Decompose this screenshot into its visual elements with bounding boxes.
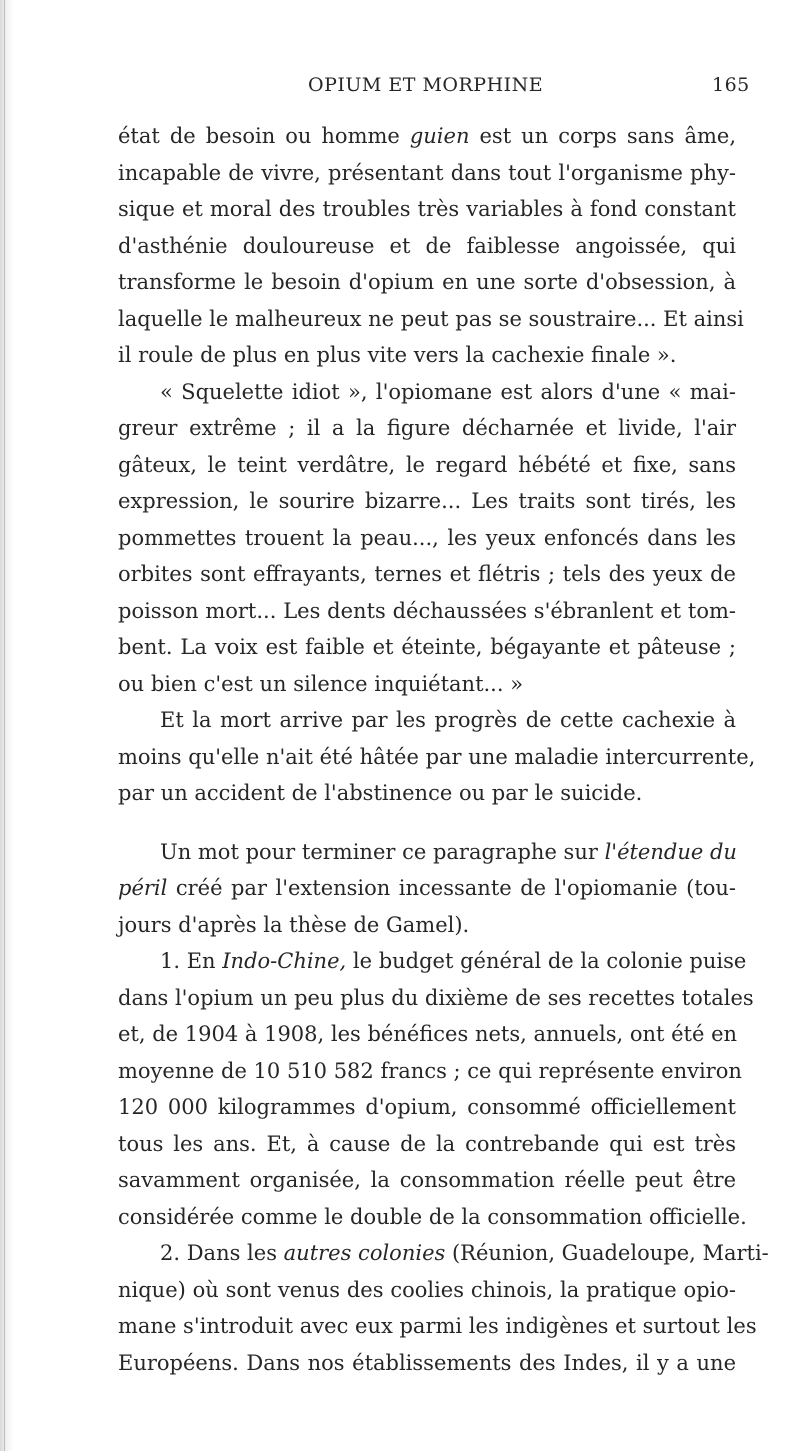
- text-run: « Squelette idiot », l'opiomane est alors d'une « mai-: [160, 379, 736, 404]
- text-run: ou bien c'est un silence inquiétant... »: [118, 671, 524, 696]
- text-run: créé par l'extension incessante de l'opiomanie (tou-: [167, 876, 736, 900]
- paragraph: [118, 374, 736, 703]
- page-gutter-edge: [4, 0, 5, 1451]
- text-run: Européens. Dans nos établissements des Indes, il y a une: [118, 1350, 736, 1375]
- section-gap: [118, 812, 736, 834]
- text-line: [118, 337, 736, 374]
- text-line: [118, 155, 736, 192]
- text-run: Et la mort arrive par les progrès de cette cachexie à: [160, 708, 736, 732]
- text-run: nique) où sont venus des coolies chinois, la pratique opio-: [118, 1277, 736, 1302]
- text-line: [118, 1053, 742, 1090]
- text-run: transforme le besoin d'opium en une sorte d'obsession, à: [118, 270, 736, 294]
- text-run: expression, le sourire bizarre... Les traits sont tirés, les: [118, 489, 736, 513]
- text-run: est un corps sans âme,: [469, 124, 736, 148]
- page-number: 165: [712, 74, 750, 96]
- text-run: (Réunion, Guadeloupe, Marti-: [445, 1241, 769, 1265]
- text-line: [118, 1016, 736, 1053]
- paragraph: [118, 943, 754, 1235]
- text-run: mane s'introduit avec eux parmi les indigènes et surtout les: [118, 1314, 757, 1338]
- italic-run: l'étendue du: [604, 839, 737, 864]
- text-line: [118, 447, 736, 484]
- paragraph: [118, 1235, 769, 1381]
- text-line: [118, 943, 747, 980]
- paragraph: [118, 834, 736, 944]
- text-run: poisson mort... Les dents déchaussées s'ébranlent et tom-: [118, 598, 736, 623]
- text-run: laquelle le malheureux ne peut pas se soustraire... Et ainsi: [118, 306, 744, 331]
- text-line: [118, 410, 736, 447]
- text-line: [118, 301, 744, 338]
- text-line: [118, 1235, 769, 1272]
- text-line: [118, 118, 736, 155]
- text-line: [118, 1126, 736, 1163]
- running-title: OPIUM ET MORPHINE: [308, 74, 544, 96]
- text-run: moyenne de 10 510 582 francs ; ce qui représente environ: [118, 1058, 742, 1083]
- text-line: [118, 520, 736, 557]
- text-line: [118, 980, 754, 1017]
- text-run: jours d'après la thèse de Gamel).: [118, 912, 470, 937]
- text-run: pommettes trouent la peau..., les yeux enfoncés dans les: [118, 525, 736, 550]
- text-line: [118, 834, 736, 871]
- text-run: d'asthénie douloureuse et de faiblesse angoissée, qui: [118, 233, 736, 258]
- italic-run: Indo-Chine,: [222, 949, 347, 973]
- text-line: [118, 374, 736, 411]
- text-line: [118, 1089, 736, 1126]
- text-line: [118, 666, 736, 703]
- text-run: tous les ans. Et, à cause de la contrebande qui est très: [118, 1131, 736, 1156]
- text-run: bent. La voix est faible et éteinte, bégayante et pâteuse ;: [118, 635, 736, 659]
- text-line: [118, 1308, 757, 1345]
- body-text: [118, 118, 769, 1381]
- text-line: [118, 1345, 736, 1382]
- text-run: Un mot pour terminer ce paragraphe sur: [160, 839, 605, 864]
- text-run: 2. Dans les: [160, 1241, 284, 1265]
- text-run: dans l'opium un peu plus du dixième de ses recettes totales: [118, 985, 754, 1010]
- text-run: il roule de plus en plus vite vers la cachexie finale ».: [118, 343, 677, 367]
- text-line: [118, 228, 736, 265]
- text-run: considérée comme le double de la consommation officielle.: [118, 1204, 747, 1229]
- text-line: [118, 1199, 747, 1236]
- text-run: moins qu'elle n'ait été hâtée par une maladie intercurrente,: [118, 744, 756, 769]
- text-run: greur extrême ; il a la figure décharnée et livide, l'air: [118, 416, 736, 440]
- text-line: [118, 593, 736, 630]
- text-line: [118, 483, 736, 520]
- text-line: [118, 264, 736, 301]
- text-run: 120 000 kilogrammes d'opium, consommé officiellement: [118, 1095, 736, 1119]
- italic-run: autres colonies: [283, 1241, 446, 1265]
- italic-run: péril: [118, 876, 168, 900]
- text-run: gâteux, le teint verdâtre, le regard hébété et fixe, sans: [118, 452, 736, 477]
- text-run: 1. En: [160, 949, 223, 973]
- text-line: [118, 702, 736, 739]
- text-run: savamment organisée, la consommation réelle peut être: [118, 1168, 736, 1192]
- text-run: état de besoin ou homme: [118, 124, 410, 148]
- text-line: [118, 907, 736, 944]
- text-run: par un accident de l'abstinence ou par le suicide.: [118, 781, 643, 805]
- page-header: [0, 74, 800, 104]
- text-line: [118, 1272, 736, 1309]
- text-line: [118, 775, 736, 812]
- italic-run: guien: [409, 124, 470, 148]
- text-run: et, de 1904 à 1908, les bénéfices nets, annuels, ont été en: [118, 1022, 738, 1046]
- text-line: [118, 629, 736, 666]
- text-run: orbites sont effrayants, ternes et flétris ; tels des yeux de: [118, 562, 736, 586]
- text-run: sique et moral des troubles très variables à fond constant: [118, 197, 736, 221]
- text-run: incapable de vivre, présentant dans tout l'organisme phy-: [118, 160, 736, 185]
- text-line: [118, 191, 736, 228]
- paragraph: [118, 118, 744, 374]
- paragraph: [118, 702, 756, 812]
- text-line: [118, 870, 736, 907]
- text-run: le budget général de la colonie puise: [346, 949, 747, 973]
- text-line: [118, 739, 756, 776]
- text-line: [118, 556, 736, 593]
- text-line: [118, 1162, 736, 1199]
